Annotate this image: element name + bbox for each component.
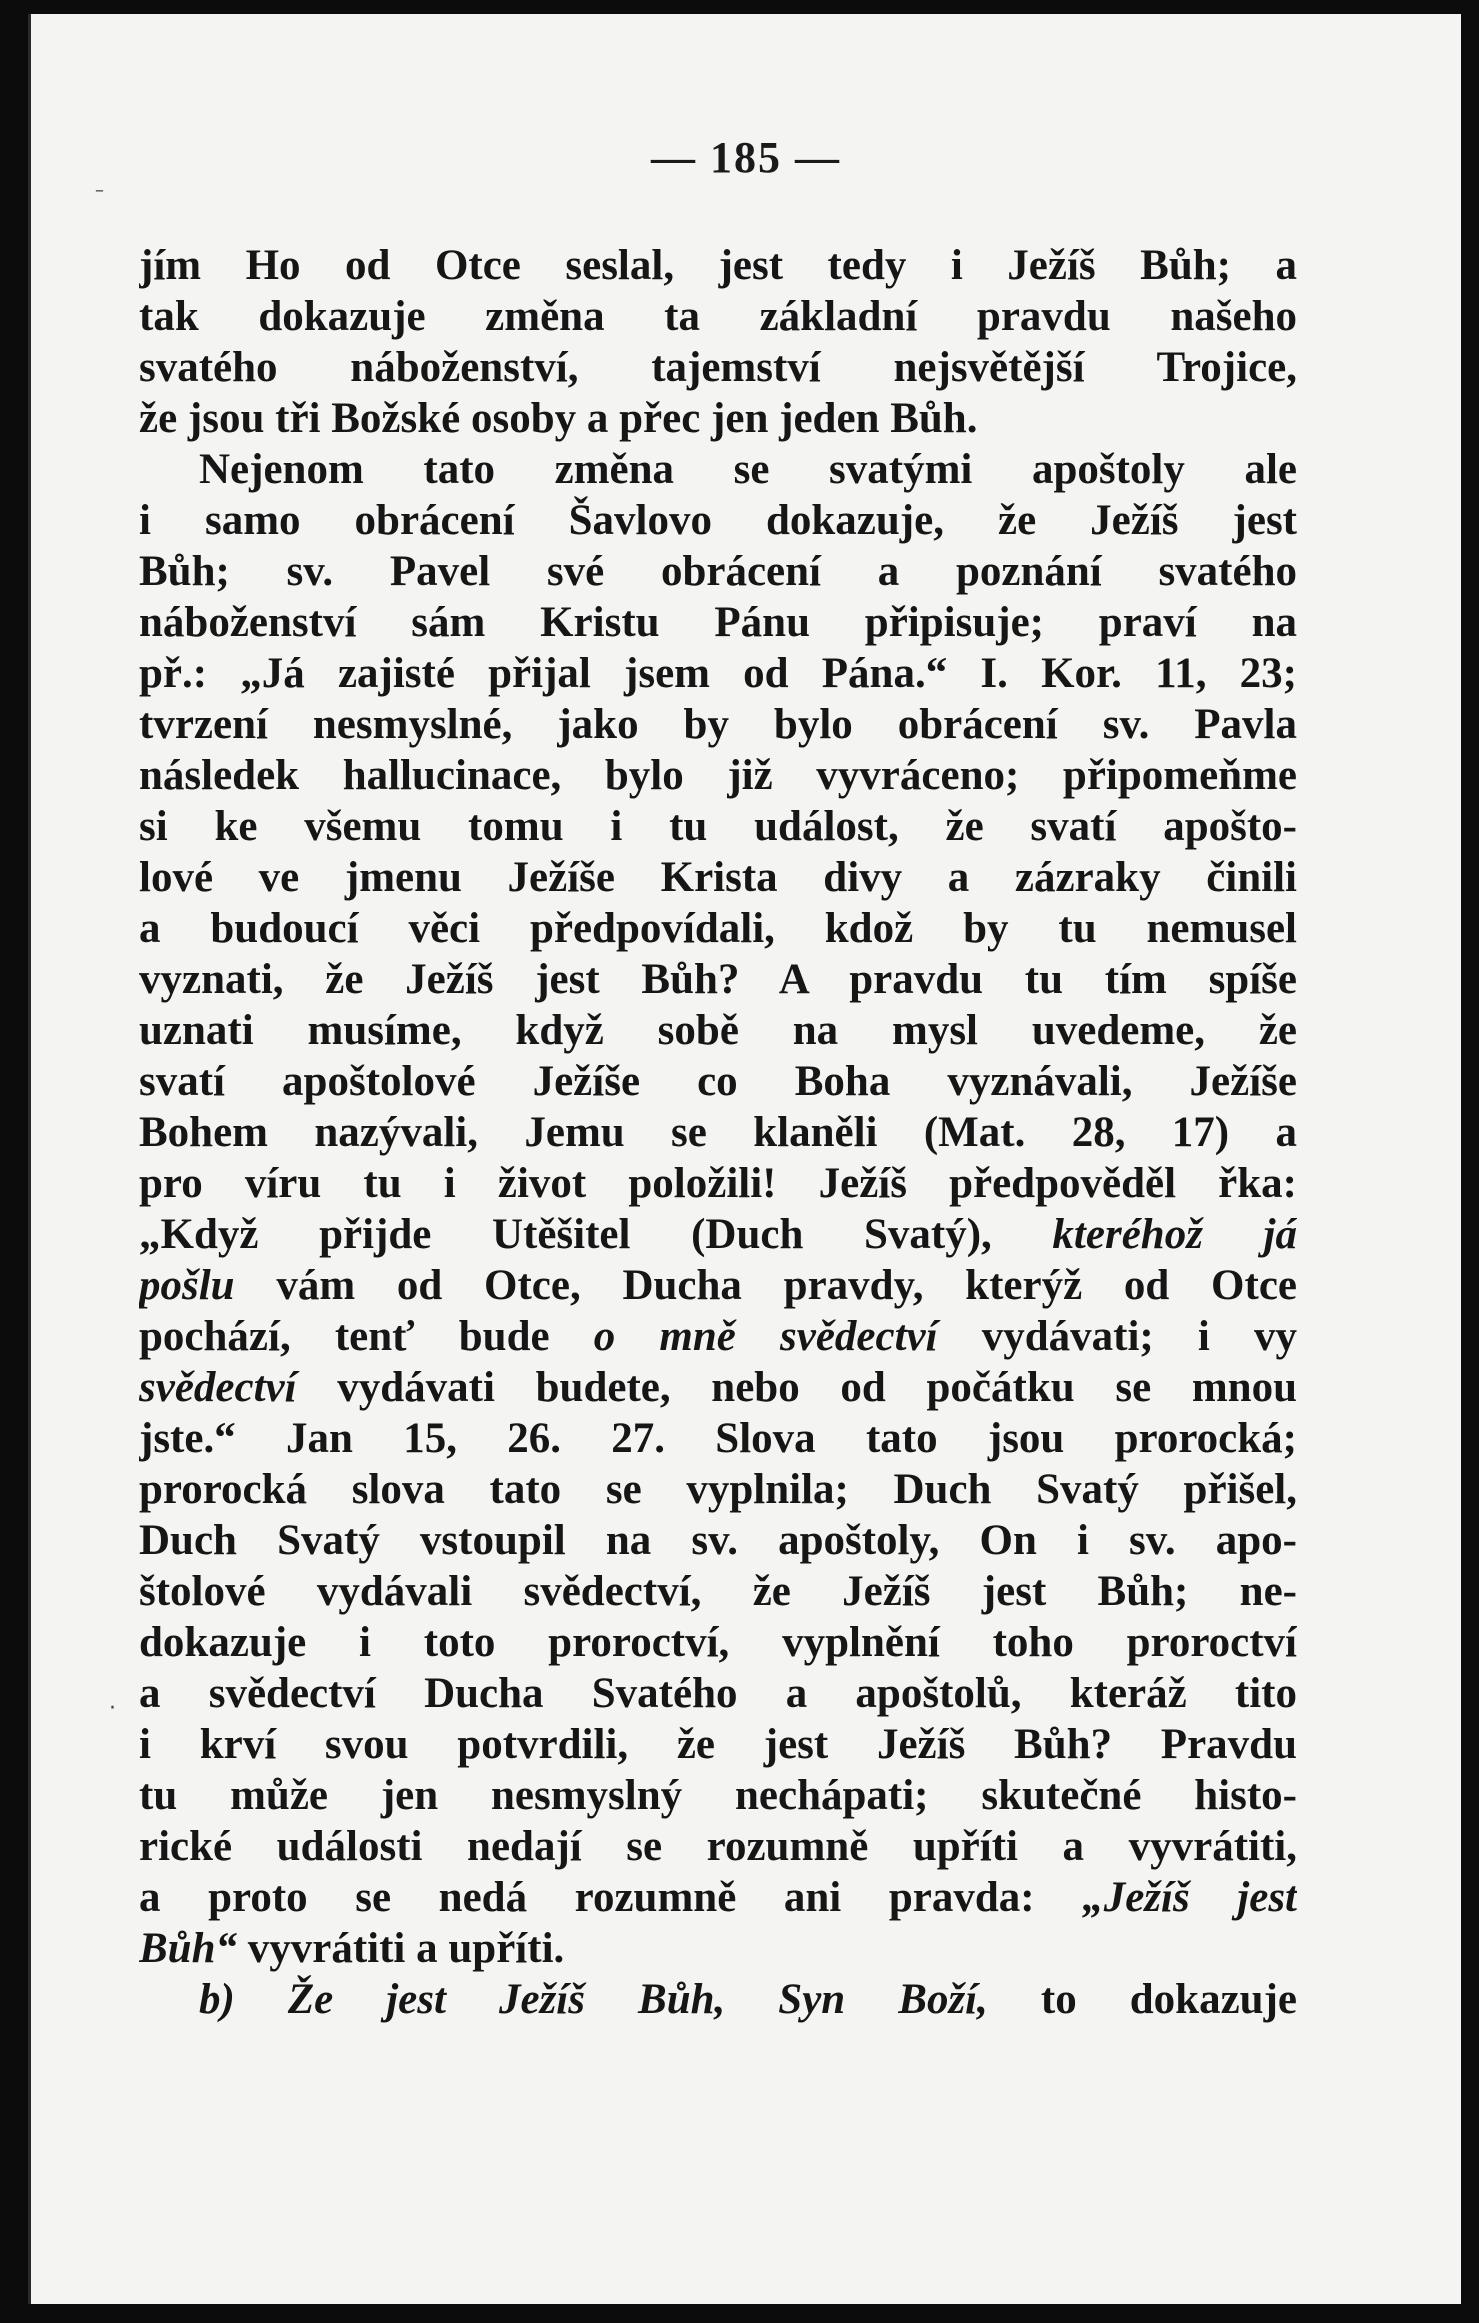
text-segment: uznati musíme, když sobě na mysl uvedeme, že <box>139 1007 1297 1054</box>
text-line <box>139 1974 1297 2025</box>
text-segment: svatého náboženství, tajemství nejsvětější Trojice, <box>139 344 1297 391</box>
text-segment: následek hallucinace, bylo již vyvráceno; připomeňme <box>139 752 1297 799</box>
text-line <box>139 648 1297 699</box>
text-line <box>139 1362 1297 1413</box>
book-page <box>28 14 1461 2304</box>
text-segment: „Když přijde Utěšitel (Duch Svatý), <box>139 1211 1053 1258</box>
text-segment: pochází, tenť bude <box>139 1313 594 1360</box>
italic-text-segment: pošlu <box>139 1262 235 1309</box>
italic-text-segment: Bůh“ <box>139 1925 238 1972</box>
text-segment: tvrzení nesmyslné, jako by bylo obrácení sv. Pavla <box>139 701 1297 748</box>
text-line <box>139 1056 1297 1107</box>
text-segment: a proto se nedá rozumně ani pravda: <box>139 1874 1083 1921</box>
text-segment: Bůh; sv. Pavel své obrácení a poznání svatého <box>139 548 1297 595</box>
text-segment: vyznati, že Ježíš jest Bůh? A pravdu tu tím spíše <box>139 956 1297 1003</box>
text-line <box>139 1515 1297 1566</box>
text-line <box>139 1872 1297 1923</box>
text-segment: tu může jen nesmyslný nechápati; skutečné histo- <box>139 1772 1297 1819</box>
text-segment: Duch Svatý vstoupil na sv. apoštoly, On i sv. apo- <box>139 1517 1297 1564</box>
text-line <box>139 240 1297 291</box>
text-line <box>139 444 1297 495</box>
text-segment: a budoucí věci předpovídali, kdož by tu nemusel <box>139 905 1297 952</box>
text-line <box>139 1209 1297 1260</box>
italic-text-segment: kteréhož já <box>1052 1211 1297 1258</box>
text-line <box>139 903 1297 954</box>
italic-text-segment: o mně svědectví <box>593 1313 938 1360</box>
text-segment: vyvrátiti a upříti. <box>237 1925 565 1972</box>
text-line <box>139 1311 1297 1362</box>
text-line <box>139 1107 1297 1158</box>
text-line <box>139 1413 1297 1464</box>
text-segment: jím Ho od Otce seslal, jest tedy i Ježíš Bůh; a <box>139 242 1297 289</box>
text-segment: pro víru tu i život položili! Ježíš předpověděl řka: <box>139 1160 1297 1207</box>
text-line <box>139 801 1297 852</box>
text-segment: si ke všemu tomu i tu událost, že svatí apošto- <box>139 803 1297 850</box>
text-segment: i krví svou potvrdili, že jest Ježíš Bůh? Pravdu <box>139 1721 1297 1768</box>
text-segment: že jsou tři Božské osoby a přec jen jeden Bůh. <box>139 395 978 442</box>
text-line <box>139 546 1297 597</box>
text-segment: rické události nedají se rozumně upříti a vyvrátiti, <box>139 1823 1297 1870</box>
text-line <box>139 1617 1297 1668</box>
text-segment: jste.“ Jan 15, 26. 27. Slova tato jsou prorocká; <box>139 1415 1297 1462</box>
text-line <box>139 1158 1297 1209</box>
text-segment: lové ve jmenu Ježíše Krista divy a zázraky činili <box>139 854 1297 901</box>
text-line <box>139 393 1297 444</box>
text-segment: tak dokazuje změna ta základní pravdu našeho <box>139 293 1297 340</box>
text-line <box>139 699 1297 750</box>
text-segment: vydávati budete, nebo od počátku se mnou <box>296 1364 1297 1411</box>
page-number: — 185 — <box>651 133 841 182</box>
text-line <box>139 342 1297 393</box>
text-line <box>139 495 1297 546</box>
italic-text-segment: b) Že jest Ježíš Bůh, Syn Boží, <box>199 1976 988 2023</box>
text-line <box>139 954 1297 1005</box>
text-segment: štolové vydávali svědectví, že Ježíš jest Bůh; ne- <box>139 1568 1297 1615</box>
text-line <box>139 1464 1297 1515</box>
text-segment: náboženství sám Kristu Pánu připisuje; praví na <box>139 599 1297 646</box>
text-line <box>139 1923 1297 1974</box>
text-segment: Nejenom tato změna se svatými apoštoly ale <box>199 446 1297 493</box>
text-line <box>139 1821 1297 1872</box>
text-line <box>139 1719 1297 1770</box>
italic-text-segment: „Ježíš jest <box>1082 1874 1297 1921</box>
text-segment: dokazuje i toto proroctví, vyplnění toho proroctví <box>139 1619 1297 1666</box>
text-segment: prorocká slova tato se vyplnila; Duch Svatý přišel, <box>139 1466 1297 1513</box>
scan-speck-mark: – <box>95 180 104 201</box>
text-segment: to dokazuje <box>987 1976 1297 2023</box>
text-line <box>139 852 1297 903</box>
text-line <box>139 1260 1297 1311</box>
scan-speck-mark: · <box>109 1696 116 1721</box>
text-line <box>139 291 1297 342</box>
text-segment: a svědectví Ducha Svatého a apoštolů, kteráž tito <box>139 1670 1297 1717</box>
text-segment: svatí apoštolové Ježíše co Boha vyznávali, Ježíše <box>139 1058 1297 1105</box>
text-segment: vydávati; i vy <box>937 1313 1297 1360</box>
text-segment: př.: „Já zajisté přijal jsem od Pána.“ I. Kor. 11, 23; <box>139 650 1297 697</box>
body-text <box>139 240 1297 2025</box>
text-line <box>139 1770 1297 1821</box>
text-segment: vám od Otce, Ducha pravdy, kterýž od Otce <box>234 1262 1297 1309</box>
text-segment: i samo obrácení Šavlovo dokazuje, že Ježíš jest <box>139 497 1297 544</box>
text-line <box>139 1668 1297 1719</box>
italic-text-segment: svědectví <box>139 1364 297 1411</box>
text-line <box>139 750 1297 801</box>
text-line <box>139 1566 1297 1617</box>
text-segment: Bohem nazývali, Jemu se klaněli (Mat. 28, 17) a <box>139 1109 1297 1156</box>
text-line <box>139 1005 1297 1056</box>
text-line <box>139 597 1297 648</box>
